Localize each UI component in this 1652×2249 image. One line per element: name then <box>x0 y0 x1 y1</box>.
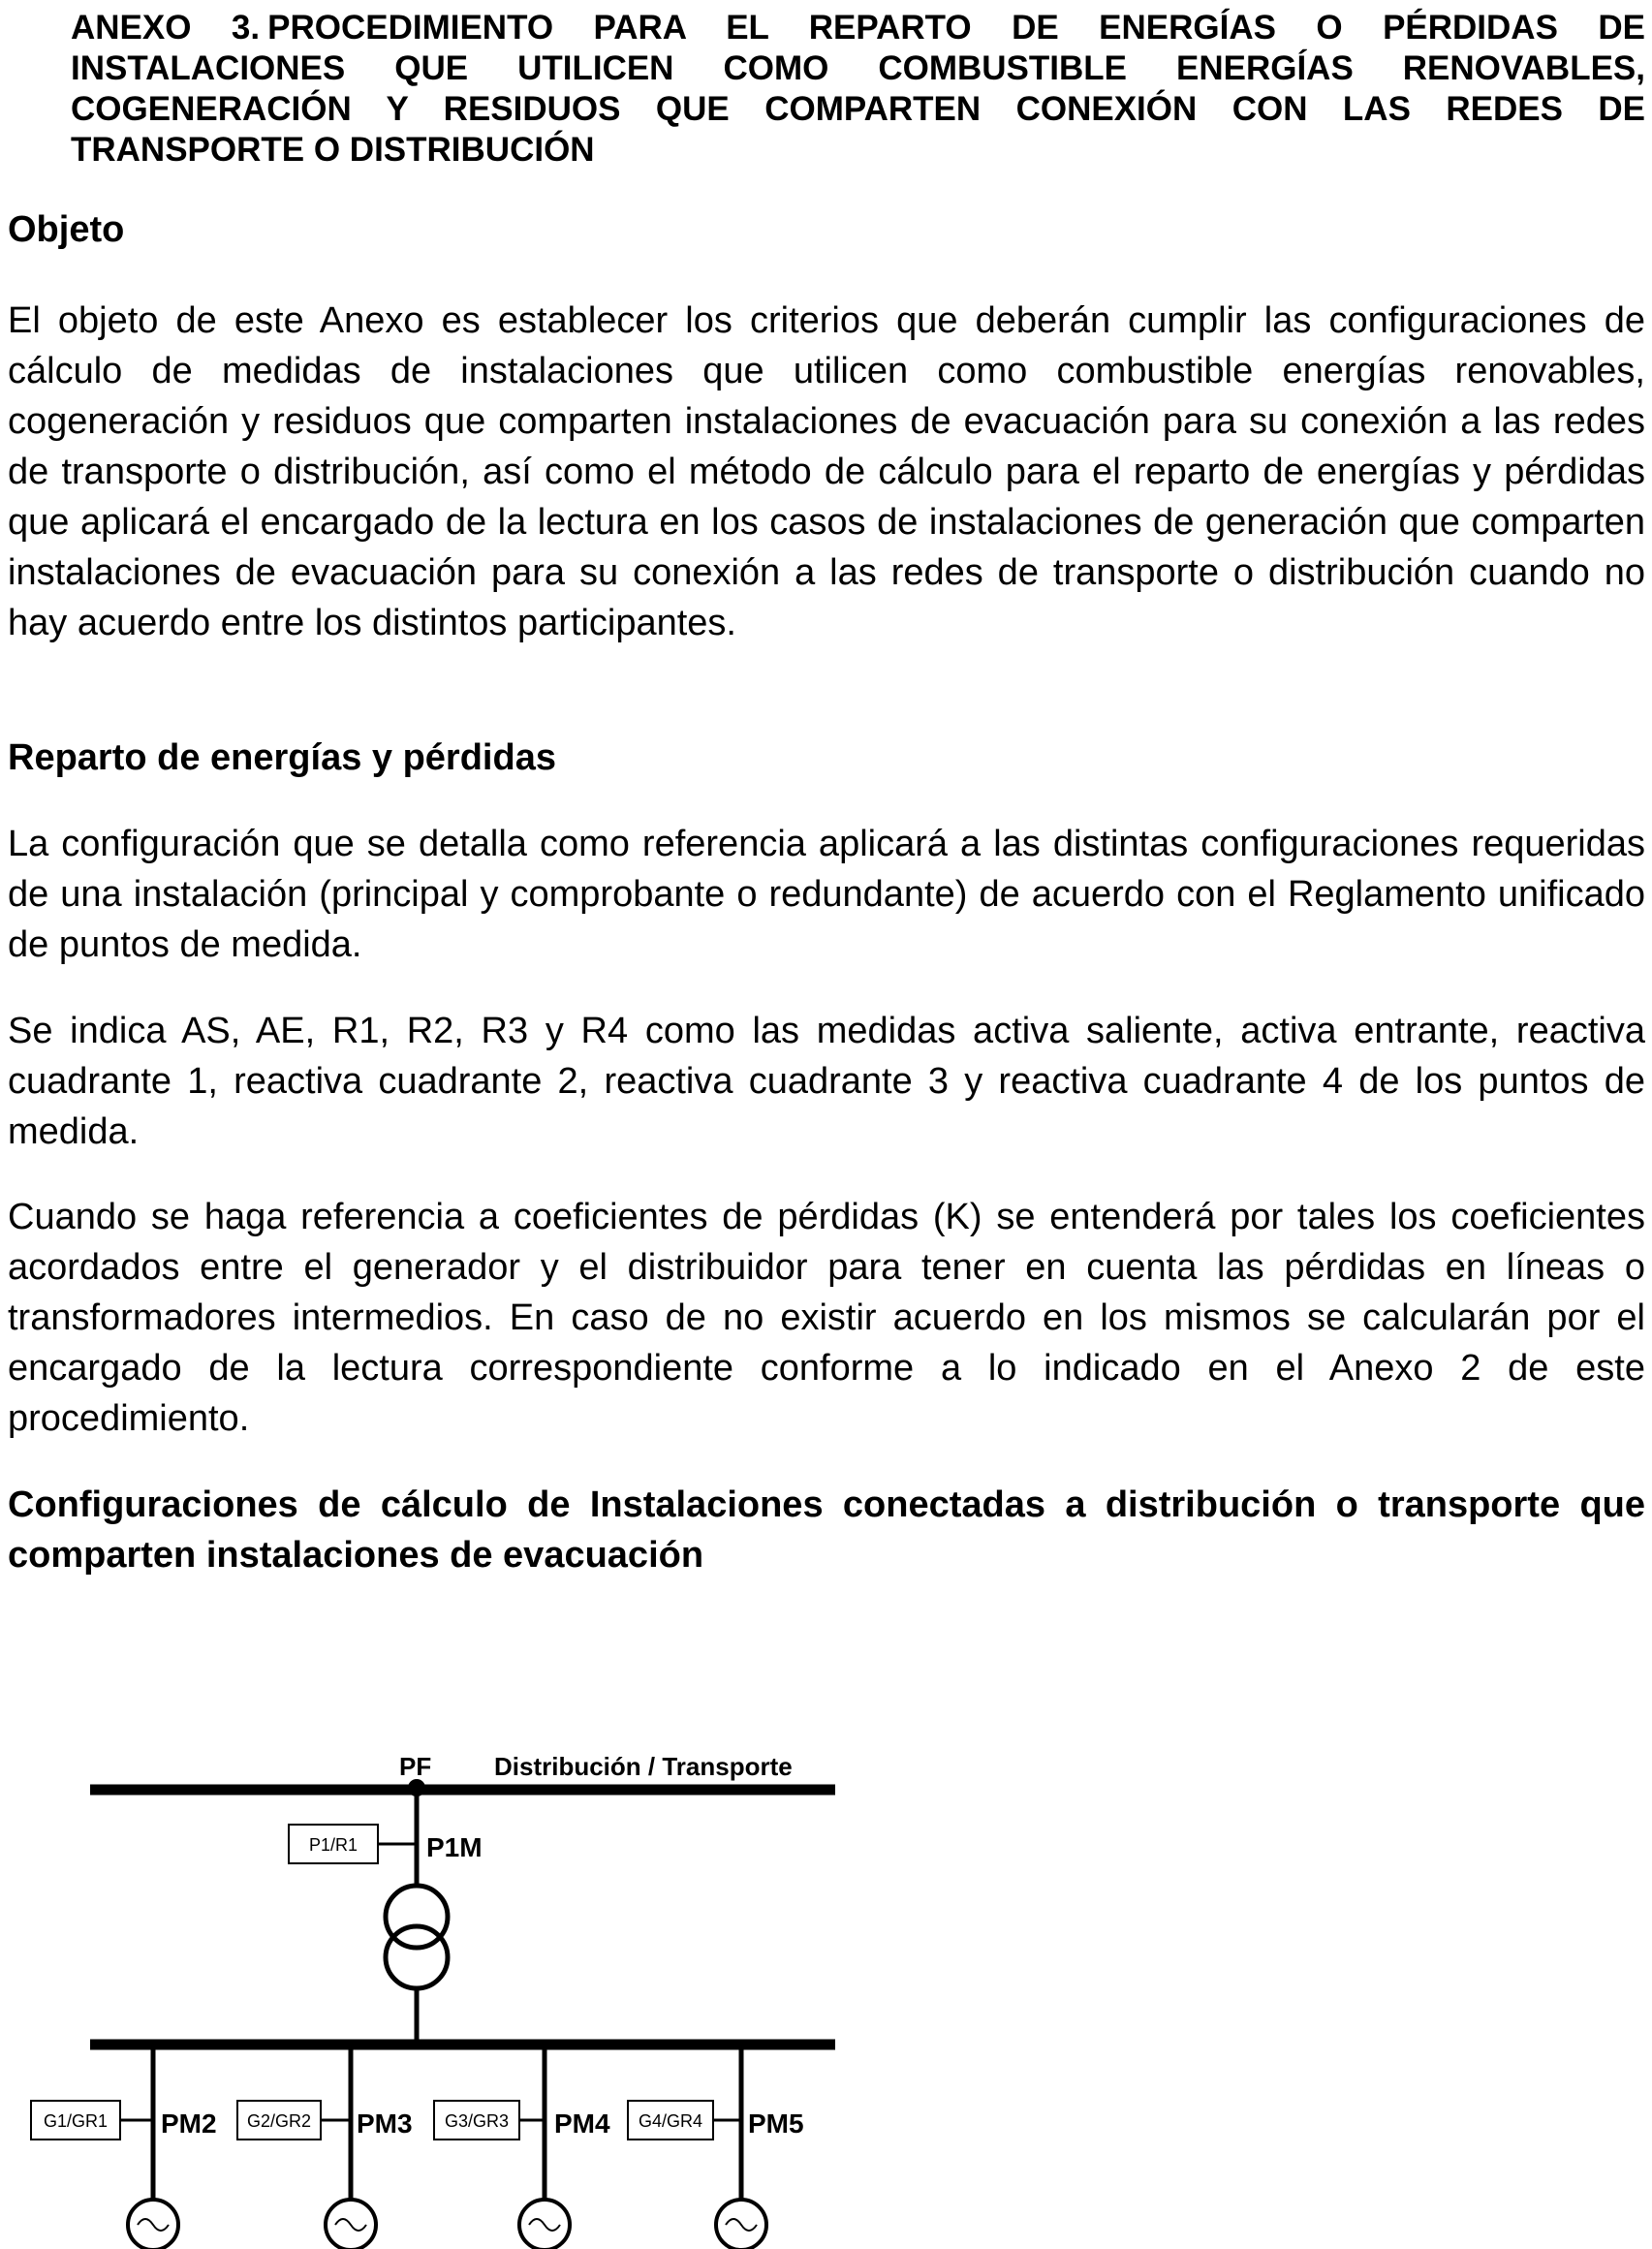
section-heading-objeto: Objeto <box>8 209 125 250</box>
generator-3-icon <box>519 2200 570 2249</box>
generator-4-icon <box>716 2200 766 2249</box>
generator-2-icon <box>326 2200 376 2249</box>
single-line-diagram <box>0 1725 872 2249</box>
generator-branch-1 <box>31 2045 217 2249</box>
generator-1-icon <box>128 2200 178 2249</box>
annex-title: PROCEDIMIENTO PARA EL REPARTO DE ENERGÍAS O PÉRDIDAS DE INSTALACIONES QUE UTILICEN COMO COMBUSTIBLE ENERGÍAS RENOVABLES, COGENERACIÓN Y RESIDUOS QUE COMPARTEN CONEXIÓN CON LAS REDES DE TRANSPORTE O DISTRIBUCIÓN <box>71 9 1645 169</box>
generator-branch-4 <box>628 2045 804 2249</box>
generator-box-label-4: G4/GR4 <box>638 2111 703 2131</box>
annex-title-block <box>71 8 1645 171</box>
generator-box-label-3: G3/GR3 <box>444 2111 510 2131</box>
generator-meter-label-3: PM4 <box>554 2108 610 2139</box>
meter-main-label: P1M <box>426 1832 483 1862</box>
generator-branch-3 <box>434 2045 610 2249</box>
generator-meter-label-4: PM5 <box>748 2108 804 2139</box>
paragraph-reparto-3: Cuando se haga referencia a coeficientes de pérdidas (K) se entenderá por tales los coeficientes acordados entre el generador y el distribuidor para tener en cuenta las pérdidas en líneas o transformadores intermedios. En caso de no existir acuerdo en los mismos se calcularán por el encargado de la lectura correspondiente conforme a lo indicado en el Anexo 2 de este procedimiento. <box>8 1197 1645 1439</box>
network-label: Distribución / Transporte <box>494 1752 793 1781</box>
annex-number: ANEXO 3. <box>71 9 261 47</box>
generator-branch-2 <box>237 2045 413 2249</box>
generator-meter-label-2: PM3 <box>357 2108 413 2139</box>
generator-box-label-2: G2/GR2 <box>246 2111 312 2131</box>
paragraph-reparto-2: Se indica AS, AE, R1, R2, R3 y R4 como las medidas activa saliente, activa entrante, reactiva cuadrante 1, reactiva cuadrante 2, reactiva cuadrante 3 y reactiva cuadrante 4 de los puntos de medida. <box>8 1011 1645 1152</box>
section-heading-reparto: Reparto de energías y pérdidas <box>8 737 556 778</box>
transformer-icon <box>386 1886 448 1988</box>
paragraph-objeto: El objeto de este Anexo es establecer los criterios que deberán cumplir las configuraciones de cálculo de medidas de instalaciones que utilicen como combustible energías renovables, cogeneración y residuos que comparten instalaciones de evacuación para su conexión a las redes de transporte o distribución, así como el método de cálculo para el reparto de energías y pérdidas que aplicará el encargado de la lectura en los casos de instalaciones de generación que comparten instalaciones de evacuación para su conexión a las redes de transporte o distribución cuando no hay acuerdo entre los distintos participantes. <box>8 300 1645 643</box>
section-heading-configuraciones: Configuraciones de cálculo de Instalaciones conectadas a distribución o transporte que comparten instalaciones de evacuación <box>8 1484 1645 1576</box>
meter-main-box-label: P1/R1 <box>308 1835 358 1855</box>
pf-label: PF <box>399 1752 432 1781</box>
paragraph-reparto-1: La configuración que se detalla como referencia aplicará a las distintas configuraciones requeridas de una instalación (principal y comprobante o redundante) de acuerdo con el Reglamento unificado de puntos de medida. <box>8 824 1645 965</box>
generator-meter-label-1: PM2 <box>161 2108 217 2139</box>
generator-box-label-1: G1/GR1 <box>43 2111 109 2131</box>
